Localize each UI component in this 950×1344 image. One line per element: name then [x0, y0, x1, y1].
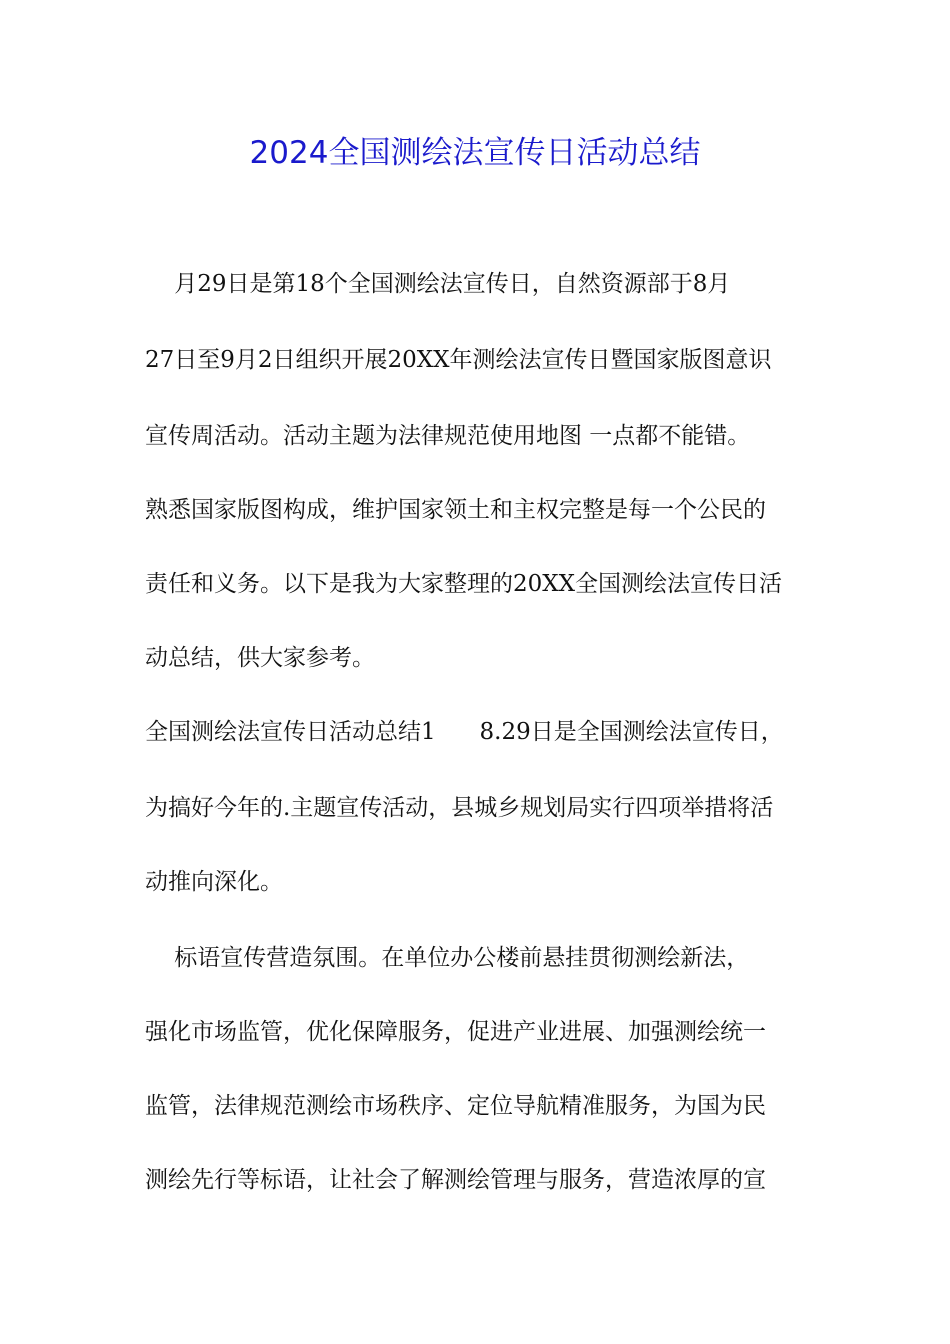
body-line-2: 27日至9月2日组织开展20XX年测绘法宣传日暨国家版图意识: [145, 347, 772, 373]
document-title: 2024全国测绘法宣传日活动总结: [249, 135, 701, 171]
body-line-11: 强化市场监管，优化保障服务，促进产业进展、加强测绘统一: [145, 1019, 766, 1045]
body-line-3: 宣传周活动。活动主题为法律规范使用地图 一点都不能错。: [145, 423, 751, 449]
body-line-9: 动推向深化。: [145, 869, 283, 895]
body-line-12: 监管，法律规范测绘市场秩序、定位导航精准服务，为国为民: [145, 1093, 766, 1119]
body-line-5: 责任和义务。以下是我为大家整理的20XX全国测绘法宣传日活: [145, 571, 783, 597]
body-line-10: 标语宣传营造氛围。在单位办公楼前悬挂贯彻测绘新法，: [145, 945, 750, 971]
body-line-8: 为搞好今年的.主题宣传活动，县城乡规划局实行四项举措将活: [145, 795, 774, 821]
body-line-6: 动总结，供大家参考。: [145, 645, 375, 671]
body-line-1: 月29日是第18个全国测绘法宣传日，自然资源部于8月: [145, 271, 731, 297]
body-line-7: 全国测绘法宣传日活动总结1 8.29日是全国测绘法宣传日，: [145, 719, 784, 745]
body-line-13: 测绘先行等标语，让社会了解测绘管理与服务，营造浓厚的宣: [145, 1167, 766, 1193]
body-line-4: 熟悉国家版图构成，维护国家领土和主权完整是每一个公民的: [145, 497, 766, 523]
